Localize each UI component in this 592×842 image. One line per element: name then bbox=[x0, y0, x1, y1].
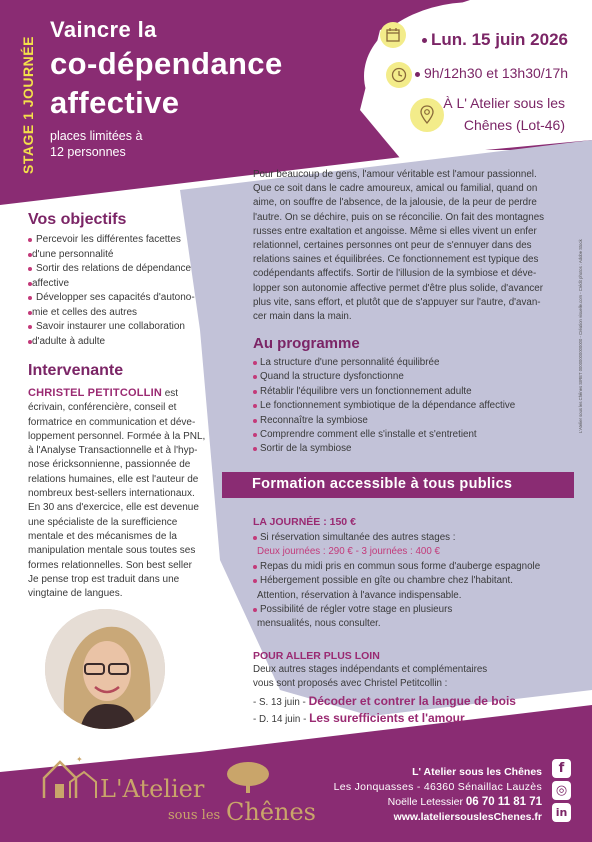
clock-icon bbox=[386, 62, 412, 88]
footer-name: L' Atelier sous les Chênes bbox=[412, 766, 542, 778]
stage-label: STAGE 1 JOURNÉE bbox=[20, 36, 36, 174]
logo-subtext: sous les bbox=[168, 808, 221, 823]
title-line-2: co-dépendance bbox=[50, 46, 283, 81]
programme-item: Quand la structure dysfonctionne bbox=[253, 370, 553, 384]
pricing-details: Si réservation simultanée des autres stages : Deux journées : 290 € - 3 journées : 400 € Repas du midi pris en commun sous forme d'auberge espagnole Hébergement possible en gîte ou chambre chez l'habitant. Attention, réservation à l'avance indispensable. Possibilité de régler votre stage en plusieurs mensualités, nous consulter. bbox=[253, 531, 573, 632]
phone-number: 06 70 11 81 71 bbox=[465, 796, 542, 808]
instagram-icon[interactable]: ◎ bbox=[552, 781, 571, 800]
programme-item: Rétablir l'équilibre vers un fonctionnement adulte bbox=[253, 385, 553, 399]
further-stage-1: - S. 13 juin - Décoder et contrer la langue de bois bbox=[253, 694, 516, 708]
logo-house-icon bbox=[40, 752, 100, 802]
event-hours: 9h/12h30 et 13h30/17h bbox=[415, 65, 568, 81]
logo-text: L'Atelier bbox=[100, 775, 205, 803]
multi-day-price: Deux journées : 290 € - 3 journées : 400 € bbox=[257, 546, 440, 558]
speaker-heading: Intervenante bbox=[28, 362, 124, 379]
objective-item: Sortir des relations de dépendance bbox=[28, 262, 208, 277]
footer-contact: Noëlle Letessier 06 70 11 81 71 bbox=[387, 796, 542, 808]
title-line-3: affective bbox=[50, 85, 180, 120]
access-banner: Formation accessible à tous publics bbox=[222, 472, 574, 498]
programme-heading: Au programme bbox=[253, 335, 360, 352]
objective-item: d'adulte à adulte bbox=[28, 335, 208, 350]
logo-tree-icon bbox=[224, 760, 272, 794]
objective-item: mie et celles des autres bbox=[28, 306, 208, 321]
event-date: Lun. 15 juin 2026 bbox=[422, 30, 568, 50]
objective-item: Percevoir les différentes facettes bbox=[28, 233, 208, 248]
programme-item: Sortir de la symbiose bbox=[253, 442, 553, 456]
further-text: Deux autres stages indépendants et complémentaires vous sont proposés avec Christel Petitcollin : bbox=[253, 664, 488, 690]
further-heading: POUR ALLER PLUS LOIN bbox=[253, 650, 380, 662]
objectives-heading: Vos objectifs bbox=[28, 211, 127, 228]
calendar-icon bbox=[380, 22, 406, 48]
title-line-1: Vaincre la bbox=[50, 17, 157, 42]
programme-item: Reconnaître la symbiose bbox=[253, 414, 553, 428]
photo-credit: L'Atelier sous les Chênes SIRET 00000000000000 - Création visuelle.com - Crédit photos : Adobe Stock bbox=[578, 239, 583, 433]
objective-item: affective bbox=[28, 277, 208, 292]
objective-item: Développer ses capacités d'autono- bbox=[28, 291, 208, 306]
programme-list bbox=[253, 356, 553, 457]
linkedin-icon[interactable]: in bbox=[552, 803, 571, 822]
objective-item: Savoir instaurer une collaboration bbox=[28, 320, 208, 335]
price-day: LA JOURNÉE : 150 € bbox=[253, 516, 356, 528]
footer-address: Les Jonquasses - 46360 Sénaillac Lauzès bbox=[333, 781, 542, 793]
speaker-bio: CHRISTEL PETITCOLLIN est écrivain, conférencière, conseil et formatrice en communication et déve- loppement personnel. Formée à la PNL, à l'Analyse Transactionnelle et à l'hyp- nose éricksonnienne, passionnée de relations humaines, elle est l'auteur de nombreux best-sellers internationaux. En 30 ans d'exercice, elle est devenue une spécialiste de la surefficience mentale et des mécanismes de la manipulation mentale sous toutes ses formes relationnelles. Son best seller Je pense trop est traduit dans une vingtaine de langues. bbox=[28, 387, 206, 600]
programme-item: La structure d'une personnalité équilibrée bbox=[253, 356, 553, 370]
programme-item: Le fonctionnement symbiotique de la dépendance affective bbox=[253, 399, 553, 413]
facebook-icon[interactable]: f bbox=[552, 759, 571, 778]
places-limit: places limitées à 12 personnes bbox=[50, 129, 143, 159]
speaker-name: CHRISTEL PETITCOLLIN bbox=[28, 387, 162, 399]
objective-item: d'une personnalité bbox=[28, 248, 208, 263]
logo-subtext-big: Chênes bbox=[226, 798, 316, 826]
event-place-line-2: Chênes (Lot-46) bbox=[463, 117, 565, 133]
location-pin-icon bbox=[410, 98, 444, 132]
programme-item: Comprendre comment elle s'installe et s'entretient bbox=[253, 428, 553, 442]
objectives-list bbox=[28, 233, 208, 349]
website-link[interactable]: www.lateliersouslesChenes.fr bbox=[393, 811, 542, 823]
further-stage-2: - D. 14 juin - Les surefficients et l'amour bbox=[253, 711, 465, 725]
event-place-line-1: À L' Atelier sous les bbox=[443, 95, 565, 111]
svg-text:✦: ✦ bbox=[76, 755, 83, 764]
intro-text: Pour beaucoup de gens, l'amour véritable est l'amour passionnel. Que ce soit dans le cadre amoureux, amical ou familial, quand on aime, on souffre de l'absence, de la jalousie, de la peur de perdre l'autre. On se déchire, puis on se réconcilie. On fait des montagnes russes entre exaltation et angoisse. Même si elles vivent un enfer relationnel, certaines personnes ont peur de s'ennuyer dans des relations saines et équilibrées. Ce fonctionnement est typique des codépendants affectifs. Sortir de l'illusion de la symbiose et déve- lopper son autonomie affective permet d'être plus solide, d'avancer plus vite, sans effort, et plutôt que de s'appuyer sur l'autre, d'avan- cer main dans la main. bbox=[253, 169, 545, 323]
speaker-photo bbox=[45, 609, 165, 729]
